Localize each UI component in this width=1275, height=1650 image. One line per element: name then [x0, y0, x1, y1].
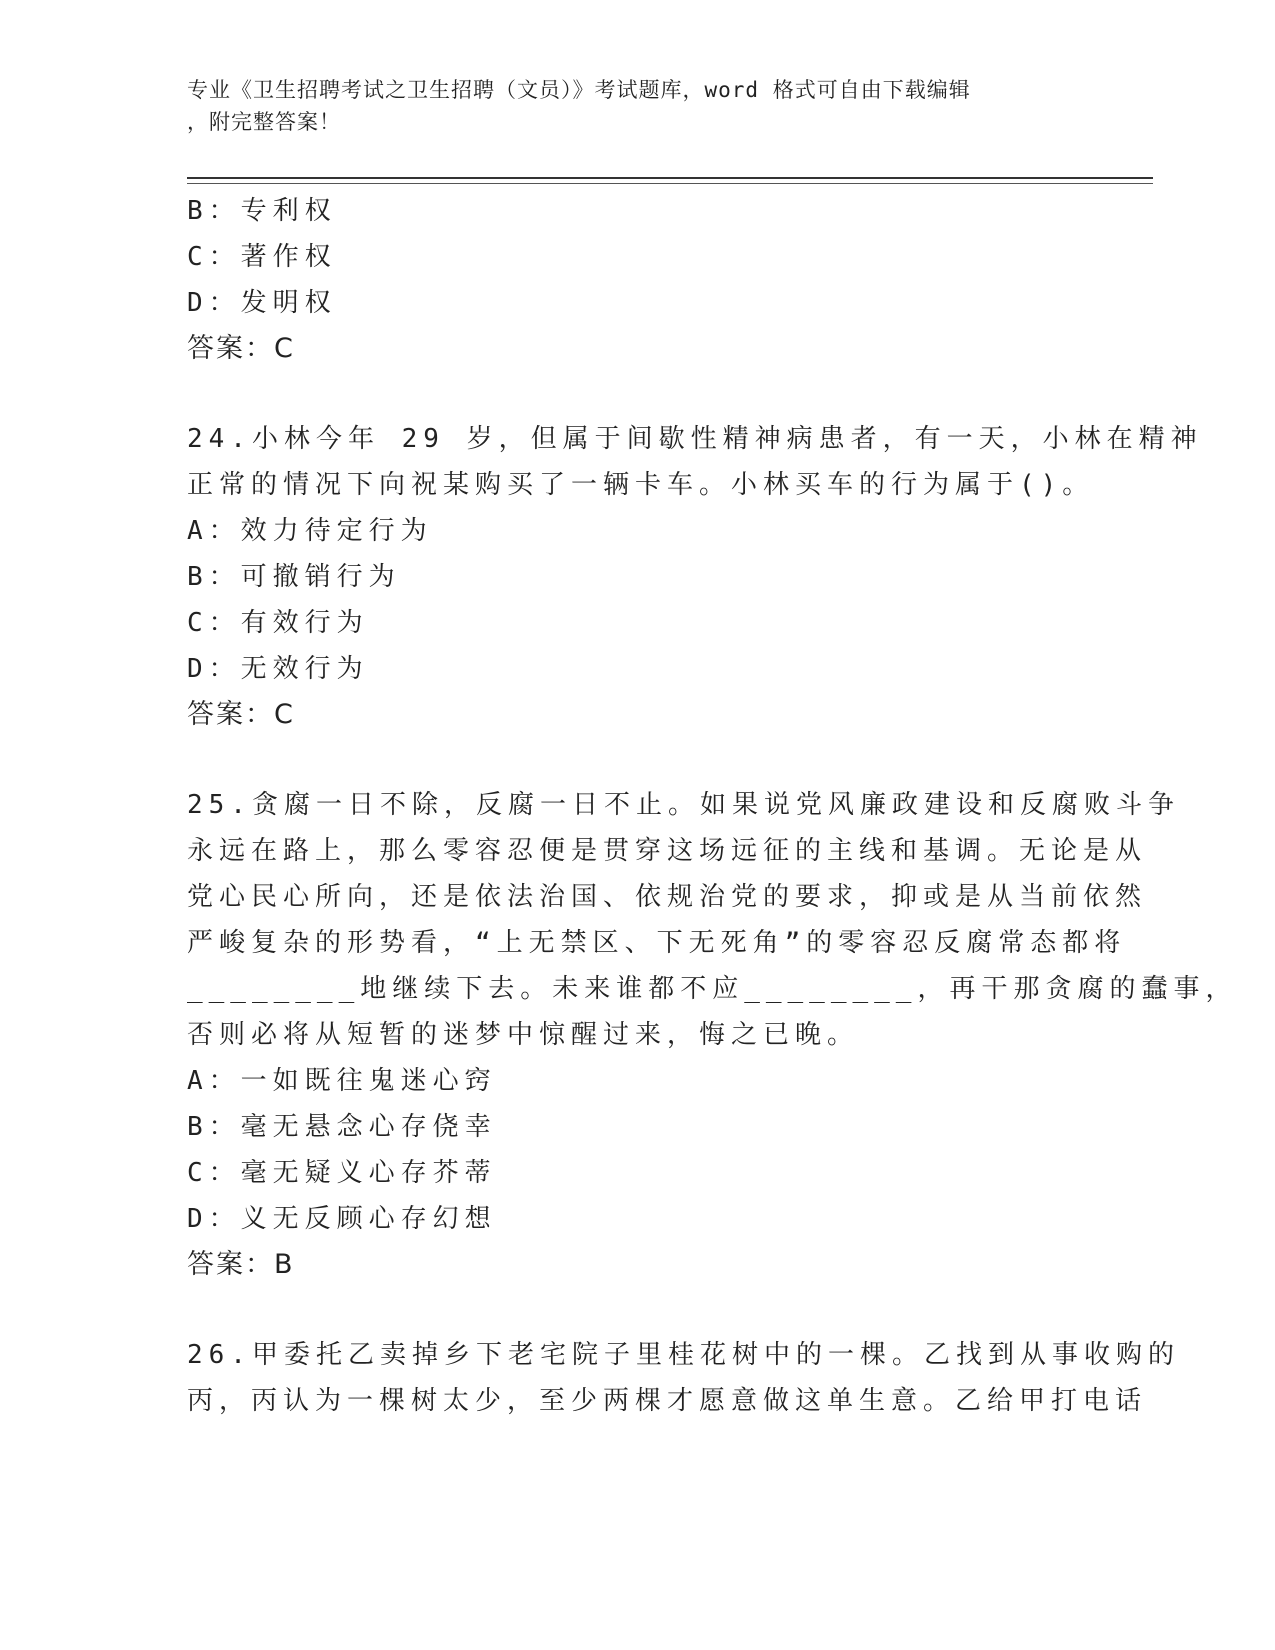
question-24 — [187, 416, 1203, 738]
option-c: C：有效行为 — [187, 608, 369, 638]
header-line-1: 专业《卫生招聘考试之卫生招聘（文员）》考试题库，word 格式可自由下载编辑 — [187, 78, 971, 102]
option-b: B：毫无悬念心存侥幸 — [187, 1112, 497, 1142]
option-d: D：义无反顾心存幻想 — [187, 1204, 497, 1234]
document-header — [187, 74, 1067, 138]
question-stem-line-with-blanks: ________地继续下去。未来谁都不应________，再干那贪腐的蠢事， — [187, 974, 1238, 1004]
question-spacer — [187, 738, 1087, 782]
question-23 — [187, 188, 1087, 372]
question-content — [187, 188, 1238, 1424]
answer-line: 答案：C — [187, 333, 295, 364]
option-a: A：效力待定行为 — [187, 516, 433, 546]
option-c: C：毫无疑义心存芥蒂 — [187, 1158, 497, 1188]
option-d: D：无效行为 — [187, 654, 369, 684]
question-spacer — [187, 1288, 1087, 1332]
answer-line: 答案：B — [187, 1249, 295, 1280]
question-stem-line: 26.甲委托乙卖掉乡下老宅院子里桂花树中的一棵。乙找到从事收购的 — [187, 1340, 1180, 1370]
header-divider-thick — [187, 177, 1153, 179]
header-line-2: ，附完整答案！ — [187, 110, 341, 134]
question-stem-line: 25.贪腐一日不除，反腐一日不止。如果说党风廉政建设和反腐败斗争 — [187, 790, 1180, 820]
question-stem-line: 丙，丙认为一棵树太少，至少两棵才愿意做这单生意。乙给甲打电话 — [187, 1386, 1148, 1416]
question-26 — [187, 1332, 1180, 1424]
question-stem-line: 否则必将从短暂的迷梦中惊醒过来，悔之已晚。 — [187, 1020, 860, 1050]
option-b: B：可撤销行为 — [187, 562, 401, 592]
option-b: B：专利权 — [187, 196, 337, 226]
option-c: C：著作权 — [187, 242, 337, 272]
header-divider-thin — [187, 183, 1153, 184]
question-spacer — [187, 372, 1087, 416]
question-stem-line: 24.小林今年 29 岁，但属于间歇性精神病患者，有一天，小林在精神 — [187, 424, 1203, 454]
question-stem-line: 严峻复杂的形势看，“上无禁区、下无死角”的零容忍反腐常态都将 — [187, 928, 1127, 958]
question-stem-line: 正常的情况下向祝某购买了一辆卡车。小林买车的行为属于()。 — [187, 470, 1095, 500]
question-25 — [187, 782, 1238, 1288]
option-a: A：一如既往鬼迷心窍 — [187, 1066, 497, 1096]
question-stem-line: 党心民心所向，还是依法治国、依规治党的要求，抑或是从当前依然 — [187, 882, 1148, 912]
option-d: D：发明权 — [187, 288, 337, 318]
question-stem-line: 永远在路上，那么零容忍便是贯穿这场远征的主线和基调。无论是从 — [187, 836, 1148, 866]
answer-line: 答案：C — [187, 699, 295, 730]
